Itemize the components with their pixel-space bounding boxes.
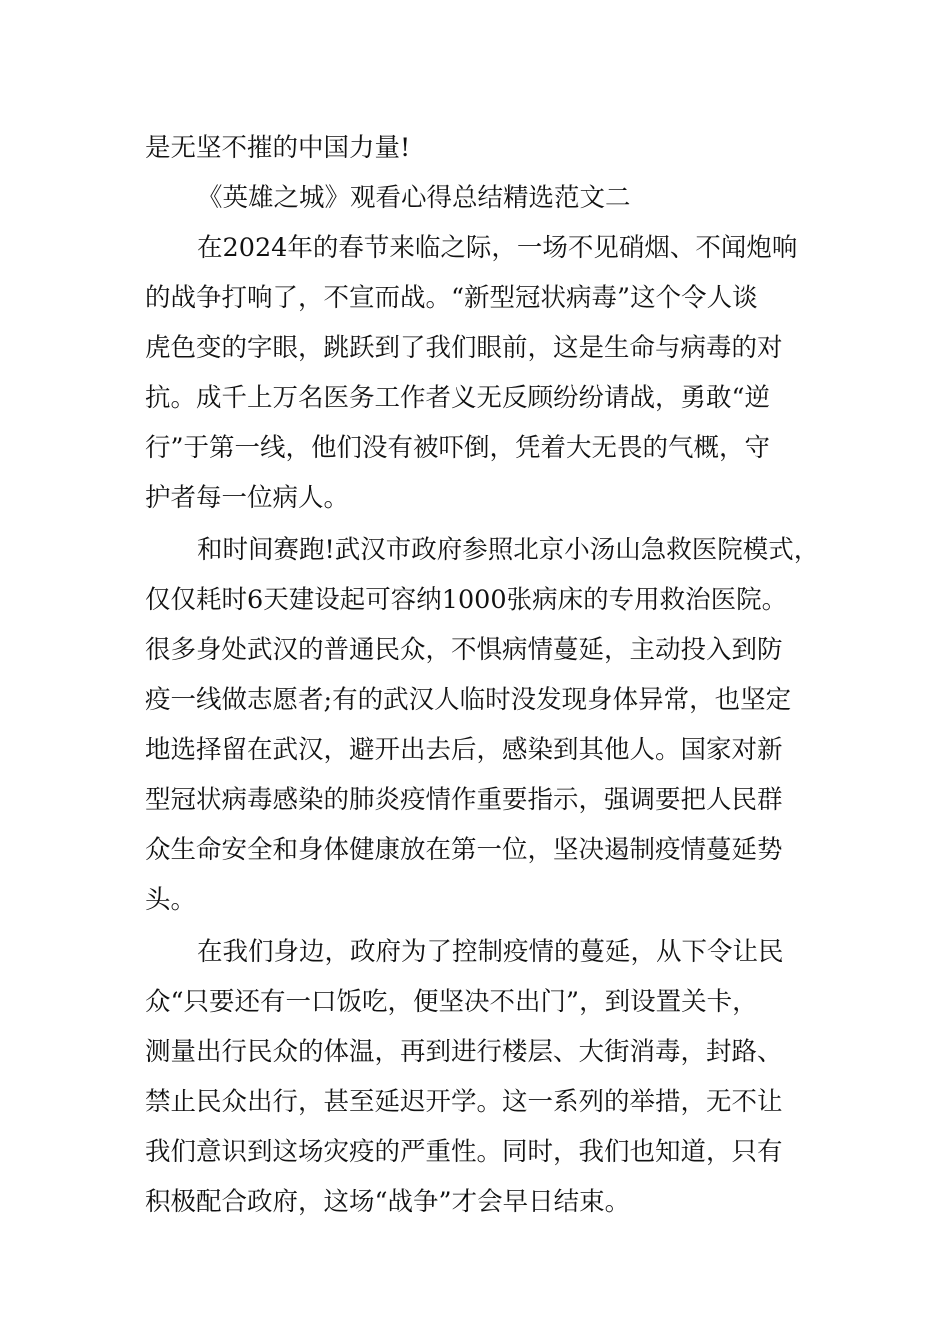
text-line: 众“只要还有一口饭吃，便坚决不出门”，到设置关卡， xyxy=(145,987,758,1017)
text-line: 头。 xyxy=(145,885,197,915)
text-line: 禁止民众出行，甚至延迟开学。这一系列的举措，无不让 xyxy=(145,1087,783,1117)
text-line: 在我们身边，政府为了控制疫情的蔓延，从下令让民 xyxy=(197,937,784,967)
text-line: 虎色变的字眼，跳跃到了我们眼前，这是生命与病毒的对 xyxy=(145,333,783,363)
text-line: 测量出行民众的体温，再到进行楼层、大街消毒，封路、 xyxy=(145,1037,783,1067)
text-line: 地选择留在武汉，避开出去后，感染到其他人。国家对新 xyxy=(145,735,783,765)
text-line: 积极配合政府，这场“战争”才会早日结束。 xyxy=(145,1187,631,1217)
text-line: 是无坚不摧的中国力量! xyxy=(145,133,411,163)
text-line: 行”于第一线，他们没有被吓倒，凭着大无畏的气概，守 xyxy=(145,433,771,463)
section-title: 《英雄之城》观看心得总结精选范文二 xyxy=(197,183,631,213)
text-line: 抗。成千上万名医务工作者义无反顾纷纷请战，勇敢“逆 xyxy=(145,383,771,413)
text-line: 型冠状病毒感染的肺炎疫情作重要指示，强调要把人民群 xyxy=(145,785,783,815)
text-line: 和时间赛跑!武汉市政府参照北京小汤山急救医院模式， xyxy=(197,535,820,565)
text-line: 护者每一位病人。 xyxy=(145,483,350,513)
text-line: 众生命安全和身体健康放在第一位，坚决遏制疫情蔓延势 xyxy=(145,835,783,865)
text-line: 我们意识到这场灾疫的严重性。同时，我们也知道，只有 xyxy=(145,1137,783,1167)
text-line: 在2024年的春节来临之际，一场不见硝烟、不闻炮响 xyxy=(197,233,798,263)
text-line: 的战争打响了，不宣而战。“新型冠状病毒”这个令人谈 xyxy=(145,283,758,313)
text-line: 疫一线做志愿者;有的武汉人临时没发现身体异常，也坚定 xyxy=(145,685,792,715)
text-line: 很多身处武汉的普通民众，不惧病情蔓延，主动投入到防 xyxy=(145,635,783,665)
text-line: 仅仅耗时6天建设起可容纳1000张病床的专用救治医院。 xyxy=(145,585,788,615)
